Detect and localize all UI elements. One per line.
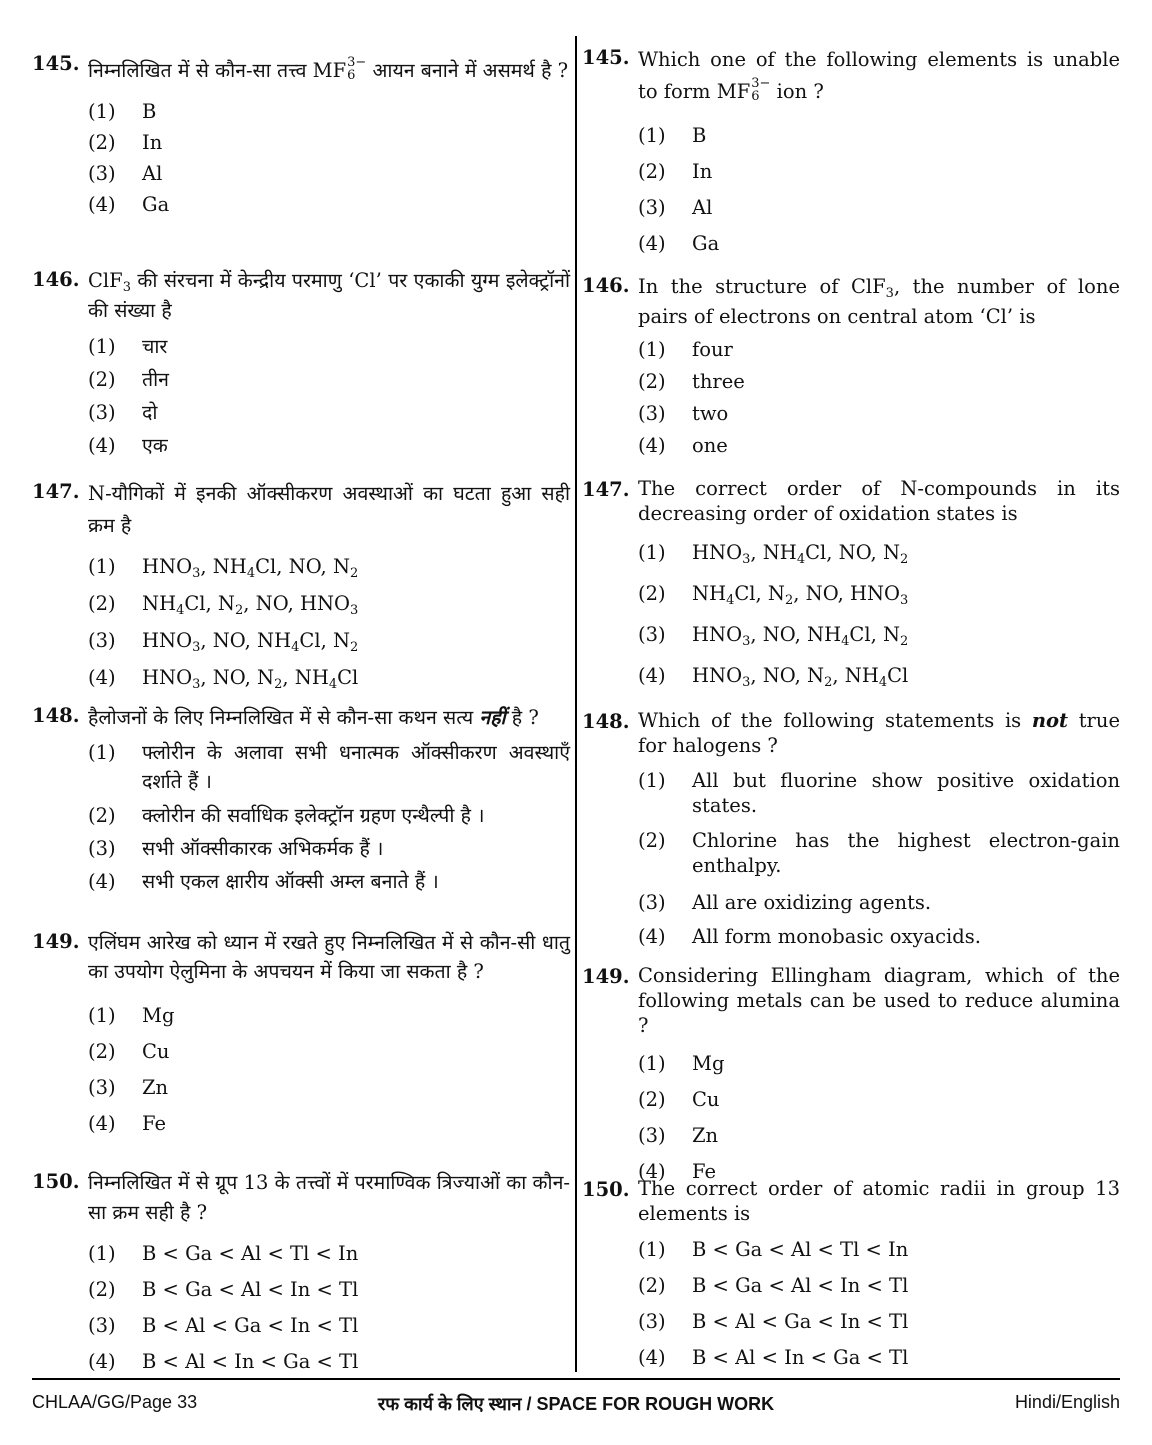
question-number: 148. xyxy=(582,710,630,733)
question-text: The correct order of N-compounds in its decreasing order of oxidation states is xyxy=(638,477,1120,525)
question-text: हैलोजनों के लिए निम्नलिखित में से कौन-सा कथन सत्य नहीं है ? xyxy=(88,706,539,729)
question-text: The correct order of atomic radii in group 13 elements is xyxy=(638,1177,1120,1225)
option[interactable]: (4) $HNO_3$, NO, $N_2$, $NH_4Cl$ xyxy=(638,664,909,690)
option[interactable]: (3) Zn xyxy=(88,1076,169,1099)
page-footer xyxy=(32,1378,1120,1424)
question-text: निम्नलिखित में से कौन-सा तत्त्व MF 3− 6 आयन बनाने में असमर्थ है ? xyxy=(88,54,569,83)
option[interactable]: (1) four xyxy=(638,338,733,361)
option[interactable]: (1) Mg xyxy=(88,1004,175,1027)
option[interactable]: (1) फ्लोरीन के अलावा सभी धनात्मक ऑक्सीकरण अवस्थाएँ दर्शाते हैं । xyxy=(88,741,570,793)
question-text: In the structure of ClF$_3$, the number of lone pairs of electrons on central atom ‘Cl’ is xyxy=(638,275,1120,328)
question-number: 149. xyxy=(582,965,630,988)
question-text: एलिंघम आरेख को ध्यान में रखते हुए निम्नलिखित में से कौन-सी धातु का उपयोग ऐलुमिना के अपचयन में किया जा सकता है ? xyxy=(88,931,570,983)
option[interactable]: (3) two xyxy=(638,402,729,425)
option[interactable]: (1) B xyxy=(638,124,707,147)
option[interactable]: (1) B < Ga < Al < Tl < In xyxy=(638,1238,909,1261)
question-number: 147. xyxy=(582,478,630,501)
question-text: ClF$_3$ की संरचना में केन्द्रीय परमाणु ‘Cl’ पर एकाकी युग्म इलेक्ट्रॉनों की संख्या है xyxy=(88,269,570,322)
question-text: N-यौगिकों में इनकी ऑक्सीकरण अवस्थाओं का घटता हुआ सही क्रम है xyxy=(88,482,570,537)
question-147-en xyxy=(582,476,1120,696)
option[interactable]: (3) B < Al < Ga < In < Tl xyxy=(638,1310,909,1333)
question-number: 149. xyxy=(32,930,80,953)
option[interactable]: (3) All are oxidizing agents. xyxy=(638,891,932,914)
option[interactable]: (1) $HNO_3$, $NH_4Cl$, NO, $N_2$ xyxy=(638,541,909,567)
option[interactable]: (2) $NH_4Cl$, $N_2$, NO, $HNO_3$ xyxy=(88,592,359,618)
option[interactable]: (2) B < Ga < Al < In < Tl xyxy=(88,1278,359,1301)
question-147-hi xyxy=(32,478,570,696)
option[interactable]: (2) In xyxy=(88,131,163,154)
question-number: 150. xyxy=(582,1178,630,1201)
question-number: 147. xyxy=(32,480,80,503)
option[interactable]: (2) तीन xyxy=(88,368,169,391)
question-number: 146. xyxy=(582,274,630,297)
option[interactable]: (3) सभी ऑक्सीकारक अभिकर्मक हैं । xyxy=(88,837,384,860)
option[interactable]: (1) चार xyxy=(88,335,168,358)
option[interactable]: (1) B < Ga < Al < Tl < In xyxy=(88,1242,359,1265)
option[interactable]: (2) three xyxy=(638,370,745,393)
option[interactable]: (4) B < Al < In < Ga < Tl xyxy=(638,1346,909,1369)
option[interactable]: (2) $NH_4Cl$, $N_2$, NO, $HNO_3$ xyxy=(638,582,909,608)
question-148-hi xyxy=(32,702,570,898)
question-145-en xyxy=(582,44,1120,262)
option[interactable]: (2) Cu xyxy=(638,1088,720,1111)
option[interactable]: (4) Ga xyxy=(638,232,720,255)
option[interactable]: (1) $HNO_3$, $NH_4Cl$, NO, $N_2$ xyxy=(88,555,359,581)
question-number: 150. xyxy=(32,1170,80,1193)
option[interactable]: (3) $HNO_3$, NO, $NH_4Cl$, $N_2$ xyxy=(638,623,909,649)
option[interactable]: (2) Cu xyxy=(88,1040,170,1063)
option[interactable]: (1) B xyxy=(88,100,157,123)
option[interactable]: (4) Fe xyxy=(88,1112,167,1135)
question-145-hi xyxy=(32,50,570,220)
option[interactable]: (2) In xyxy=(638,160,713,183)
question-text: Which of the following statements is not true for halogens ? xyxy=(638,709,1120,757)
rough-work-label: रफ कार्य के लिए स्थान / SPACE FOR ROUGH WORK xyxy=(377,1394,775,1414)
option[interactable]: (3) Al xyxy=(638,196,713,219)
question-text: Which one of the following elements is unable to form MF 3− 6 ion ? xyxy=(638,48,1120,104)
option[interactable]: (2) क्लोरीन की सर्वाधिक इलेक्ट्रॉन ग्रहण एन्थैल्पी है । xyxy=(88,804,485,827)
question-150-en xyxy=(582,1176,1120,1376)
question-number: 145. xyxy=(582,46,630,69)
option[interactable]: (4) B < Al < In < Ga < Tl xyxy=(88,1350,359,1373)
option[interactable]: (4) one xyxy=(638,434,728,457)
option[interactable]: (3) Al xyxy=(88,162,163,185)
question-149-en xyxy=(582,963,1120,1190)
page-code: CHLAA/GG/Page 33 xyxy=(32,1392,198,1412)
option[interactable]: (1) All but fluorine show positive oxidation states. xyxy=(638,769,1120,817)
option[interactable]: (4) $HNO_3$, NO, $N_2$, $NH_4Cl$ xyxy=(88,666,359,692)
option[interactable]: (4) एक xyxy=(88,434,168,457)
question-146-hi xyxy=(32,266,570,462)
question-text: Considering Ellingham diagram, which of the following metals can be used to reduce alumina ? xyxy=(638,964,1120,1037)
option[interactable]: (3) Zn xyxy=(638,1124,719,1147)
option[interactable]: (2) B < Ga < Al < In < Tl xyxy=(638,1274,909,1297)
option[interactable]: (3) $HNO_3$, NO, $NH_4Cl$, $N_2$ xyxy=(88,629,359,655)
option[interactable]: (4) सभी एकल क्षारीय ऑक्सी अम्ल बनाते हैं । xyxy=(88,870,439,893)
language-label: Hindi/English xyxy=(1014,1392,1120,1412)
question-149-hi xyxy=(32,928,570,1142)
question-text: निम्नलिखित में से ग्रूप 13 के तत्त्वों में परमाण्विक त्रिज्याओं का कौन-सा क्रम सही है ? xyxy=(88,1171,570,1224)
question-150-hi xyxy=(32,1168,570,1380)
question-number: 145. xyxy=(32,52,80,75)
column-divider xyxy=(575,36,577,1372)
option[interactable]: (3) दो xyxy=(88,401,158,424)
option[interactable]: (3) B < Al < Ga < In < Tl xyxy=(88,1314,359,1337)
option[interactable]: (2) Chlorine has the highest electron-gain enthalpy. xyxy=(638,829,1120,877)
question-146-en xyxy=(582,272,1120,462)
question-number: 146. xyxy=(32,268,80,291)
question-148-en xyxy=(582,708,1120,954)
option[interactable]: (4) Fe xyxy=(638,1160,717,1183)
option[interactable]: (4) All form monobasic oxyacids. xyxy=(638,925,981,948)
option[interactable]: (4) Ga xyxy=(88,193,170,216)
option[interactable]: (1) Mg xyxy=(638,1052,725,1075)
question-number: 148. xyxy=(32,704,80,727)
